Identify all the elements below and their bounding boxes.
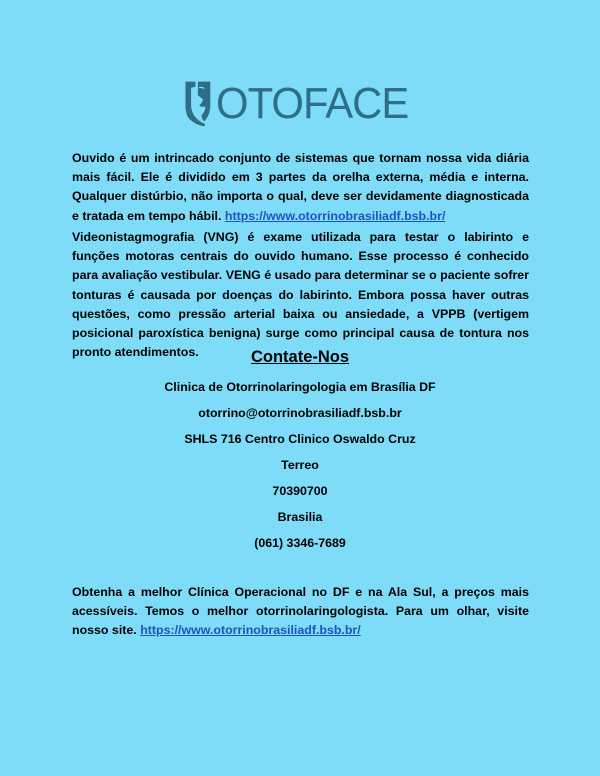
- closing-paragraph: [72, 583, 529, 641]
- otoface-logo: [183, 66, 418, 142]
- contact-floor: Terreo: [281, 458, 319, 472]
- intro-text: Ouvido é um intrincado conjunto de sistemas que tornam nossa vida diária mais fácil. Ele é dividido em 3 partes da orelha externa, média e interna. Qualquer distúrbio, não importa o qual, deve ser devidamente diagnosticada e tratada em tempo hábil.: [72, 151, 529, 223]
- contact-address: SHLS 716 Centro Clinico Oswaldo Cruz: [184, 432, 416, 446]
- contact-clinic-name: Clinica de Otorrinolaringologia em Brasília DF: [164, 380, 436, 394]
- contact-city: Brasilia: [277, 510, 323, 524]
- intro-paragraph: [72, 149, 529, 226]
- closing-website-link[interactable]: https://www.otorrinobrasiliadf.bsb.br/: [140, 623, 361, 638]
- contact-details: [0, 379, 600, 561]
- logo-text: OTOFACE: [215, 79, 408, 128]
- contact-email: otorrino@otorrinobrasiliadf.bsb.br: [198, 406, 402, 420]
- intro-website-link[interactable]: https://www.otorrinobrasiliadf.bsb.br/: [224, 208, 446, 223]
- vng-paragraph: Videonistagmografia (VNG) é exame utilizada para testar o labirinto e funções motoras centrais do ouvido humano. Esse processo é conhecido para avaliação vestibular. VENG é usado para determinar se o paciente sofrer tonturas é causada por doenças do labirinto. Embora possa haver outras questões, como pressão arterial baixa ou ansiedade, a VPPB (vertigem posicional paroxística benigna) surge como principal causa de tontura nos pronto atendimentos.: [72, 230, 529, 360]
- contact-phone: (061) 3346-7689: [254, 536, 346, 550]
- face-profile-icon: [183, 66, 212, 142]
- contact-heading: Contate-Nos: [250, 348, 350, 366]
- contact-postal-code: 70390700: [272, 484, 328, 498]
- closing-text: Obtenha a melhor Clínica Operacional no DF e na Ala Sul, a preços mais acessíveis. Temos o melhor otorrinolaringologista. Para um olhar, visite nosso site.: [72, 585, 529, 638]
